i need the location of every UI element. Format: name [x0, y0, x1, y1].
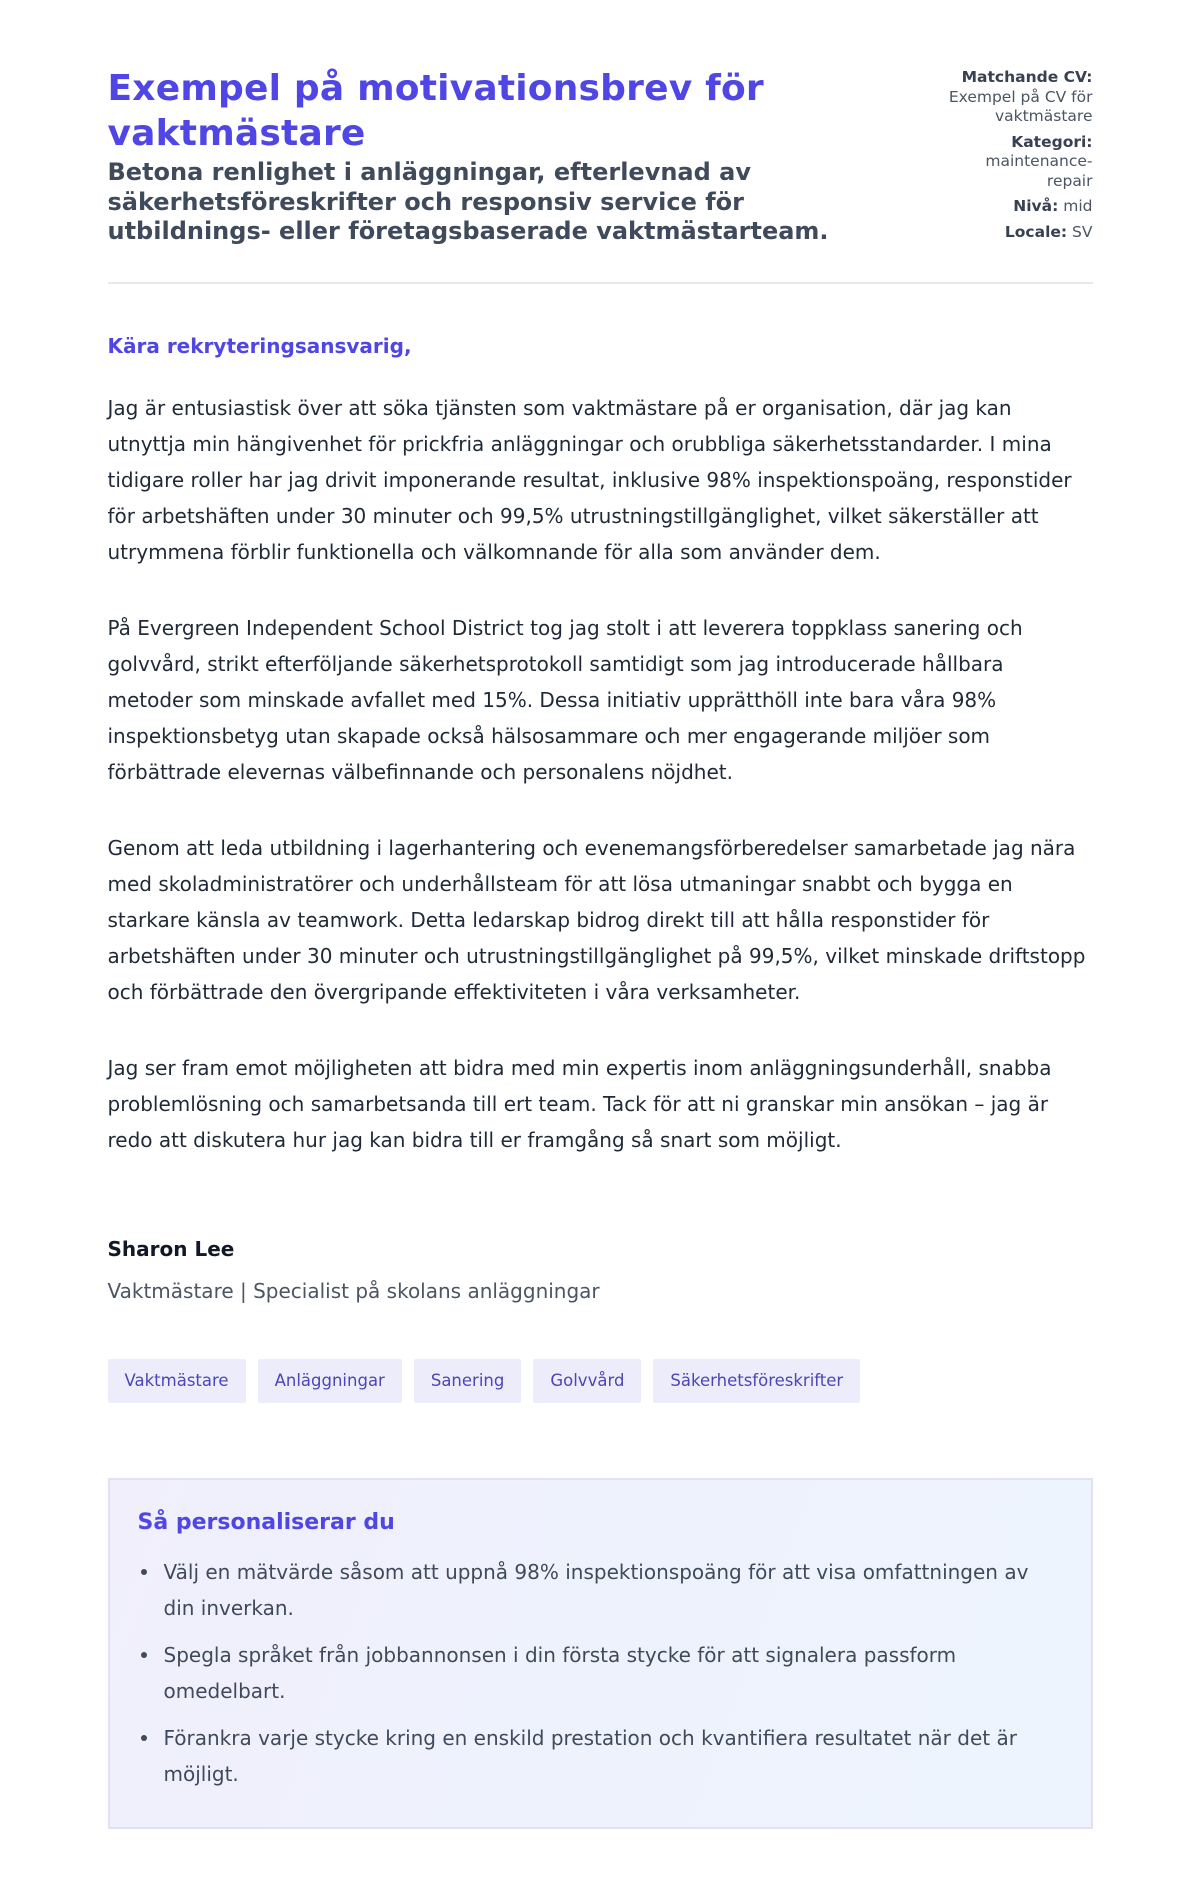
tag-golvvard[interactable]: Golvvård	[533, 1359, 641, 1403]
meta-category-value: maintenance-repair	[985, 152, 1093, 190]
letter-body	[108, 284, 1093, 1305]
meta-level-value: mid	[1063, 197, 1093, 215]
tips-item: Spegla språket från jobbannonsen i din första stycke för att signalera passform omedelbart.	[138, 1637, 1063, 1709]
letter-paragraph: Jag är entusiastisk över att söka tjänsten som vaktmästare på er organisation, där jag kan utnyttja min hängivenhet för prickfria anläggningar och orubbliga säkerhetsstandarder. I mina tidigare roller har jag drivit imponerande resultat, inklusive 98% inspektionspoäng, responstider för arbetshäften under 30 minuter och 99,5% utrustningstillgänglighet, vilket säkerställer att utrymmena förblir funktionella och välkomnande för alla som använder dem.	[107, 396, 1072, 564]
tag-vaktmastare[interactable]: Vaktmästare	[108, 1359, 246, 1403]
personalization-tips-box	[108, 1478, 1093, 1829]
tips-title: Så personaliserar du	[137, 1510, 395, 1535]
signature-name: Sharon Lee	[107, 1237, 235, 1261]
meta-locale-value: SV	[1072, 222, 1093, 241]
tips-item: Förankra varje stycke kring en enskild prestation och kvantifiera resultatet när det är möjligt.	[138, 1720, 1063, 1792]
letter-greeting: Kära rekryteringsansvarig,	[107, 334, 412, 358]
header-main	[108, 66, 888, 247]
meta-matching-cv	[943, 68, 1093, 127]
tips-list	[138, 1554, 1063, 1792]
page-header	[108, 66, 1093, 284]
tag-list	[108, 1359, 1093, 1403]
signature-title: Vaktmästare | Specialist på skolans anläggningar	[107, 1279, 600, 1303]
tag-sanering[interactable]: Sanering	[414, 1359, 522, 1403]
tag-anlaggningar[interactable]: Anläggningar	[258, 1359, 402, 1403]
cover-letter-page	[108, 0, 1093, 1829]
metadata-panel	[943, 66, 1093, 248]
meta-locale	[943, 223, 1093, 243]
meta-category-label: Kategori:	[1011, 132, 1093, 151]
meta-category	[943, 133, 1093, 192]
meta-matching-cv-link[interactable]: Exempel på CV för vaktmästare	[948, 87, 1093, 125]
letter-paragraph: På Evergreen Independent School District tog jag stolt i att leverera toppklass sanering och golvvård, strikt efterföljande säkerhetsprotokoll samtidigt som jag introducerade hållbara metoder som minskade avfallet med 15%. Dessa initiativ upprätthöll inte bara våra 98% inspektionsbetyg utan skapade också hälsosammare och mer engagerande miljöer som förbättrade elevernas välbefinnande och personalens nöjdhet.	[107, 616, 1023, 784]
meta-locale-label: Locale:	[1004, 222, 1068, 241]
page-title: Exempel på motivationsbrev för vaktmästare	[107, 68, 764, 154]
meta-level-label: Nivå:	[1013, 197, 1059, 215]
tag-sakerhetsforeskrifter[interactable]: Säkerhetsföreskrifter	[653, 1359, 860, 1403]
meta-matching-cv-label: Matchande CV:	[961, 68, 1093, 86]
letter-paragraph: Jag ser fram emot möjligheten att bidra med min expertis inom anläggningsunderhåll, snabba problemlösning och samarbetsanda till ert team. Tack för att ni granskar min ansökan – jag är redo att diskutera hur jag kan bidra till er framgång så snart som möjligt.	[107, 1056, 1052, 1152]
page-subtitle: Betona renlighet i anläggningar, efterlevnad av säkerhetsföreskrifter och responsiv service för utbildnings- eller företagsbaserade vaktmästarteam.	[107, 158, 829, 245]
meta-level	[943, 197, 1093, 217]
letter-paragraph: Genom att leda utbildning i lagerhantering och evenemangsförberedelser samarbetade jag nära med skoladministratörer och underhållsteam för att lösa utmaningar snabbt och bygga en starkare känsla av teamwork. Detta ledarskap bidrog direkt till att hålla responstider för arbetshäften under 30 minuter och utrustningstillgänglighet på 99,5%, vilket minskade driftstopp och förbättrade den övergripande effektiviteten i våra verksamheter.	[107, 836, 1086, 1004]
tips-item: Välj en mätvärde såsom att uppnå 98% inspektionspoäng för att visa omfattningen av din inverkan.	[138, 1554, 1063, 1626]
signature-block	[108, 1235, 1093, 1305]
